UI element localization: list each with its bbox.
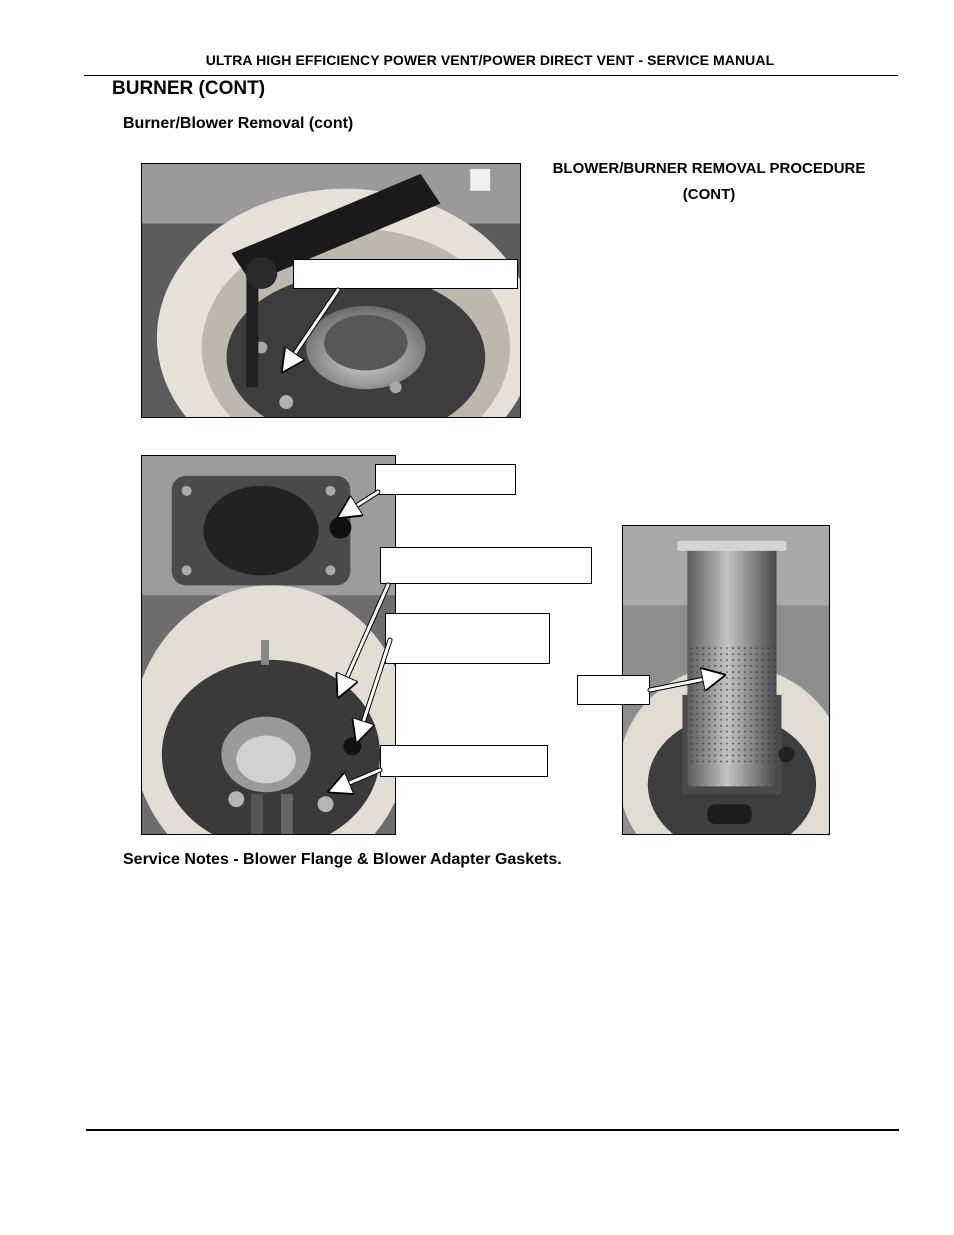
procedure-title (528, 156, 890, 208)
callout-box-5 (380, 745, 548, 777)
service-notes-title: Service Notes - Blower Flange & Blower Adapter Gaskets. (123, 851, 562, 868)
photo-blower-flange-and-burner (141, 455, 396, 835)
footer-rule (86, 1129, 899, 1131)
callout-box-4 (385, 613, 550, 664)
procedure-title-line-1: BLOWER/BURNER REMOVAL PROCEDURE (552, 160, 866, 177)
callout-box-1 (293, 259, 518, 289)
header-rule (84, 75, 898, 76)
subsection-title: Burner/Blower Removal (cont) (123, 115, 354, 132)
callout-box-2 (375, 464, 516, 495)
procedure-title-line-2: (CONT) (682, 186, 736, 203)
photo-wrench-on-flange (141, 163, 521, 418)
running-header: ULTRA HIGH EFFICIENCY POWER VENT/POWER DIRECT VENT - SERVICE MANUAL (205, 52, 775, 68)
callout-box-6 (577, 675, 650, 705)
photo-burner-tube (622, 525, 830, 835)
section-title: BURNER (CONT) (112, 78, 266, 99)
callout-box-3 (380, 547, 592, 584)
